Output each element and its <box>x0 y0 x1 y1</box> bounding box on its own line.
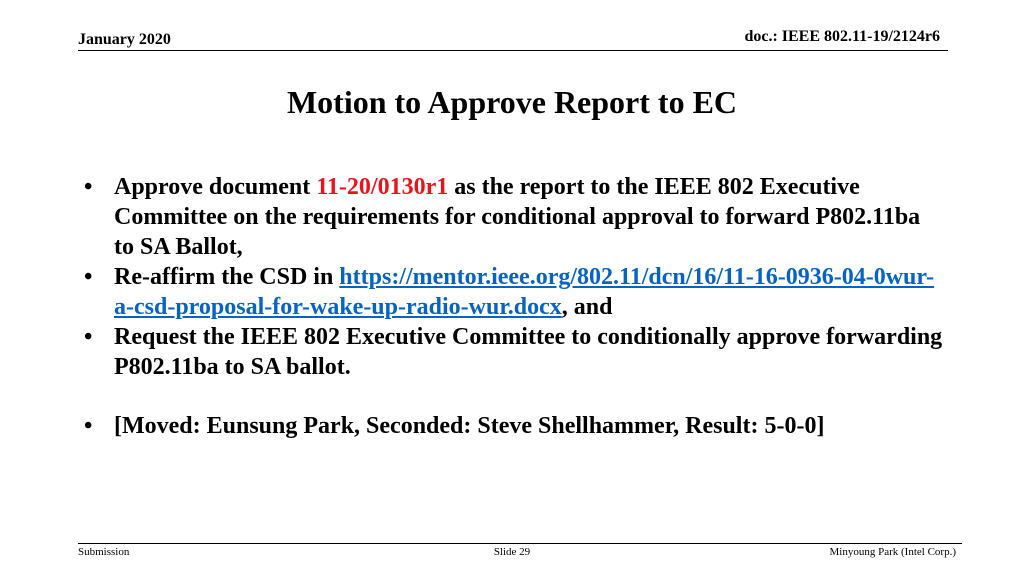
bullet-list <box>84 172 944 441</box>
bullet-text: Request the IEEE 802 Executive Committee to conditionally approve forwarding P802.11ba to SA ballot. <box>114 324 943 380</box>
slide-title: Motion to Approve Report to EC <box>286 84 738 120</box>
footer-author: Minyoung Park (Intel Corp.) <box>829 546 956 558</box>
bullet-icon: • <box>84 264 93 290</box>
bullet-item-motion-result <box>84 411 944 441</box>
document-reference: 11-20/0130r1 <box>316 174 449 200</box>
bullet-icon: • <box>84 413 93 439</box>
bullet-item-request-approval <box>84 322 944 382</box>
bullet-text-post: , and <box>561 294 613 320</box>
footer-submission: Submission <box>78 546 130 558</box>
header-date: January 2020 <box>78 31 171 48</box>
bullet-item-reaffirm-csd <box>84 262 944 322</box>
bullet-text-pre: Re-affirm the CSD in <box>114 264 340 290</box>
footer-divider <box>78 543 962 544</box>
header-doc-id: doc.: IEEE 802.11-19/2124r6 <box>744 28 940 45</box>
header-divider <box>78 50 948 51</box>
bullet-text-post: as the report to the IEEE 802 Executive Committee on the requirements for conditional approval to forward P802.11ba to SA Ballot, <box>114 174 921 260</box>
bullet-item-approve-document <box>84 172 944 262</box>
bullet-icon: • <box>84 174 93 200</box>
bullet-text-pre: Approve document <box>114 174 317 200</box>
csd-document-link[interactable]: https://mentor.ieee.org/802.11/dcn/16/11-16-0936-04-0wur-a-csd-proposal-for-wake-up-radio-wur.docx <box>114 264 935 320</box>
bullet-icon: • <box>84 324 93 350</box>
bullet-text: [Moved: Eunsung Park, Seconded: Steve Shellhammer, Result: 5-0-0] <box>114 413 825 439</box>
footer-slide-number: Slide 29 <box>493 546 531 558</box>
